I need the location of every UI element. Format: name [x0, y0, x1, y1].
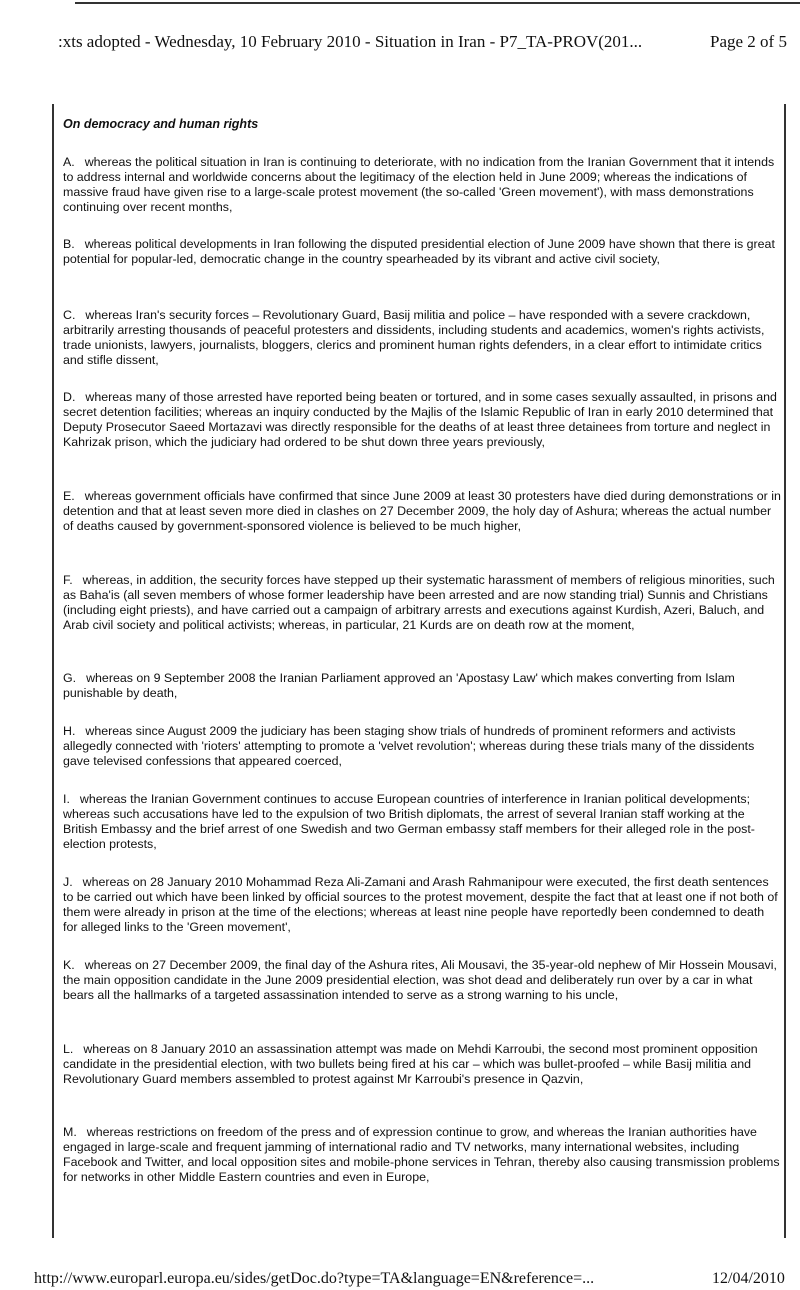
paragraph-text: whereas Iran's security forces – Revolutionary Guard, Basij militia and police – have responded with a severe crackdown, arbitrarily arresting thousands of peaceful protesters and dissidents, including students and academics, women's rights activists, trade unionists, lawyers, journalists, bloggers, clerics and prominent human rights defenders, in a clear effort to intimidate critics and stifle dissent, [63, 308, 765, 367]
paragraph-text: whereas government officials have confirmed that since June 2009 at least 30 protesters have died during demonstrations or in detention and that at least seven more died in clashes on 27 December 2009, the holy day of Ashura; whereas the actual number of deaths caused by government-sponsored violence is believed to be much higher, [63, 489, 781, 533]
header-title: :xts adopted - Wednesday, 10 February 2010 - Situation in Iran - P7_TA-PROV(201... [58, 32, 643, 51]
top-border-line [75, 2, 800, 4]
paragraph-a [63, 155, 781, 215]
paragraph-letter: F. [63, 573, 73, 587]
paragraph-letter: A. [63, 155, 75, 169]
paragraph-m [63, 1125, 781, 1185]
paragraph-text: whereas on 28 January 2010 Mohammad Reza Ali-Zamani and Arash Rahmanipour were executed, the first death sentences to be carried out which have been linked by official sources to the protest movement, despite the fact that at least one if not both of them were already in prison at the time of the elections; whereas at least nine people have reportedly been condemned to death for alleged links to the 'Green movement', [63, 875, 778, 934]
page-header [0, 32, 800, 54]
paragraph-letter: G. [63, 671, 77, 685]
paragraph-letter: M. [63, 1125, 77, 1139]
paragraph-letter: K. [63, 958, 75, 972]
paragraph-text: whereas the Iranian Government continues to accuse European countries of interference in Iranian political developments; whereas such accusations have led to the expulsion of two British diplomats, the arrest of several Iranian staff working at the British Embassy and the brief arrest of one Swedish and two German embassy staff members for their alleged role in the post-election protests, [63, 792, 755, 851]
paragraph-text: whereas many of those arrested have reported being beaten or tortured, and in some cases sexually assaulted, in prisons and secret detention facilities; whereas an inquiry conducted by the Majlis of the Islamic Republic of Iran in early 2010 determined that Deputy Prosecutor Saeed Mortazavi was directly responsible for the deaths of at least three detainees from torture and neglect in Kahrizak prison, which the judiciary had ordered to be shut down three years previously, [63, 390, 777, 449]
paragraph-i [63, 792, 781, 852]
paragraph-letter: B. [63, 237, 75, 251]
paragraph-letter: C. [63, 308, 76, 322]
paragraph-l [63, 1042, 781, 1087]
paragraph-text: whereas, in addition, the security forces have stepped up their systematic harassment of members of religious minorities, such as Baha'is (all seven members of whose former leadership have been arrested and are now standing trial) Sunnis and Christians (including eight priests), and have carried out a campaign of arbitrary arrests and executions against Kurdish, Azeri, Baluch, and Arab civil society and political activists; whereas, in particular, 21 Kurds are on death row at the moment, [63, 573, 775, 632]
paragraph-f [63, 573, 781, 633]
paragraph-letter: J. [63, 875, 73, 889]
paragraph-text: whereas on 9 September 2008 the Iranian Parliament approved an 'Apostasy Law' which makes converting from Islam punishable by death, [63, 671, 735, 700]
paragraph-text: whereas on 8 January 2010 an assassination attempt was made on Mehdi Karroubi, the second most prominent opposition candidate in the presidential election, with two bullets being fired at his car – which was bullet-proofed – while Basij militia and Revolutionary Guard members assembled to protest against Mr Karroubi's presence in Qazvin, [63, 1042, 758, 1086]
source-url: http://www.europarl.europa.eu/sides/getDoc.do?type=TA&language=EN&reference=... [34, 1270, 595, 1287]
paragraph-k [63, 958, 781, 1003]
document-content [52, 104, 786, 1238]
page-footer [0, 1270, 800, 1290]
paragraph-e [63, 489, 781, 534]
paragraph-text: whereas since August 2009 the judiciary has been staging show trials of hundreds of prominent reformers and activists allegedly connected with 'rioters' attempting to promote a 'velvet revolution'; whereas during these trials many of the dissidents gave televised confessions that appeared coerced, [63, 724, 755, 768]
paragraph-c [63, 308, 781, 368]
paragraph-text: whereas political developments in Iran following the disputed presidential election of June 2009 have shown that there is great potential for popular-led, democratic change in the country spearheaded by its vibrant and active civil society, [63, 237, 775, 266]
paragraph-d [63, 390, 781, 450]
page-number: Page 2 of 5 [710, 32, 787, 51]
paragraph-b [63, 237, 781, 267]
paragraph-text: whereas the political situation in Iran is continuing to deteriorate, with no indication from the Iranian Government that it intends to address internal and worldwide concerns about the legitimacy of the election held in June 2009; whereas the indications of massive fraud have given rise to a large-scale protest movement (the so-called 'Green movement'), with mass demonstrations continuing over recent months, [63, 155, 775, 214]
paragraph-letter: E. [63, 489, 75, 503]
paragraph-j [63, 875, 781, 935]
paragraph-letter: D. [63, 390, 76, 404]
paragraph-text: whereas restrictions on freedom of the press and of expression continue to grow, and whereas the Iranian authorities have engaged in large-scale and frequent jamming of international radio and TV networks, many international websites, including Facebook and Twitter, and local opposition sites and mobile-phone services in Tehran, thereby also causing transmission problems for networks in other Middle Eastern countries and even in Europe, [63, 1125, 780, 1184]
paragraph-letter: H. [63, 724, 76, 738]
paragraph-letter: I. [63, 792, 70, 806]
paragraph-letter: L. [63, 1042, 74, 1056]
section-heading: On democracy and human rights [63, 117, 259, 131]
print-date: 12/04/2010 [712, 1270, 785, 1287]
paragraph-h [63, 724, 781, 769]
paragraph-g [63, 671, 781, 701]
paragraph-text: whereas on 27 December 2009, the final day of the Ashura rites, Ali Mousavi, the 35-year-old nephew of Mir Hossein Mousavi, the main opposition candidate in the June 2009 presidential election, was shot dead and deliberately run over by a car in what bears all the hallmarks of a targeted assassination intended to serve as a strong warning to his uncle, [63, 958, 777, 1002]
